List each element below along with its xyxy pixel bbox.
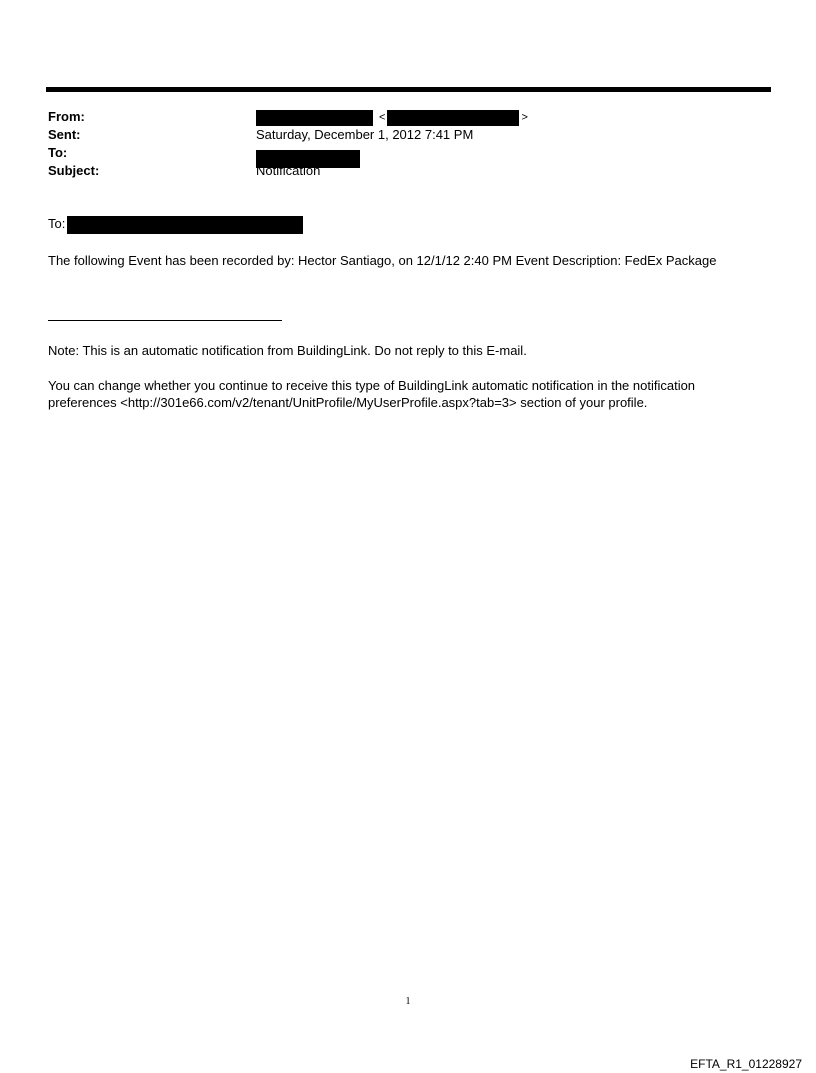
body-to-label: To: — [48, 216, 66, 231]
redacted-body-recipient — [67, 216, 303, 234]
sent-label: Sent: — [48, 127, 81, 142]
subject-label: Subject: — [48, 163, 100, 178]
body-to-line — [48, 215, 748, 234]
header-divider — [46, 87, 771, 92]
note-text: Note: This is an automatic notification from BuildingLink. Do not reply to this E-mail. — [48, 343, 527, 358]
signature-divider — [48, 320, 282, 321]
from-row — [48, 108, 748, 126]
event-text: The following Event has been recorded by: Hector Santiago, on 12/1/12 2:40 PM Event Description: FedEx Package — [48, 253, 717, 268]
subject-row — [48, 162, 748, 180]
email-close-bracket: > — [521, 111, 528, 124]
redacted-sender-email — [387, 110, 519, 126]
sent-value: Saturday, December 1, 2012 7:41 PM — [256, 127, 474, 142]
preferences-text: You can change whether you continue to receive this type of BuildingLink automatic notification in the notification preferences <http://301e66.com/v2/tenant/UnitProfile/MyUserProfile.aspx?tab=3> section of your profile. — [48, 378, 696, 410]
from-label: From: — [48, 109, 85, 124]
redacted-sender-name — [256, 110, 373, 126]
email-open-bracket: < — [379, 111, 386, 124]
from-value — [256, 108, 528, 127]
to-row — [48, 144, 748, 162]
page-number: 1 — [405, 996, 411, 1007]
subject-value: Notification — [256, 163, 321, 178]
sent-row — [48, 126, 748, 144]
email-header — [48, 108, 748, 180]
to-label: To: — [48, 145, 68, 160]
bates-number: EFTA_R1_01228927 — [690, 1057, 802, 1071]
